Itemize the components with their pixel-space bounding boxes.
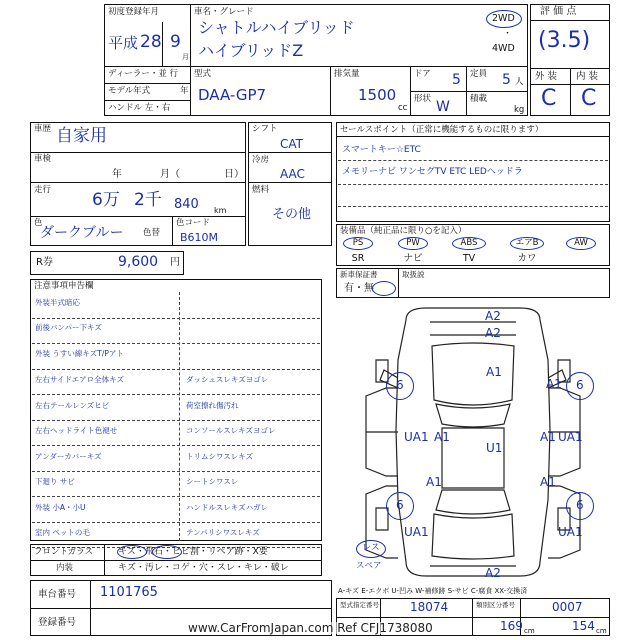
- use-label: 車歴: [34, 124, 52, 134]
- equip-sr: SR: [351, 253, 365, 264]
- note-row-divider: [32, 496, 320, 497]
- mark-right-rear-quarter: A1: [540, 475, 556, 489]
- damage-legend: A-キズ E-エクボ U-凹み W-補修跡 S-サビ C-腐食 XX-交換済: [338, 587, 528, 595]
- manual-label: 取扱説: [402, 270, 425, 279]
- note-right-5: 荷室擦れ傷汚れ: [186, 401, 239, 410]
- mark-right-rear-door: UA1: [558, 525, 583, 539]
- equip-leather: カワ: [517, 253, 537, 264]
- mileage-rest: 840: [174, 197, 199, 212]
- model-code-label: 型式指定番号: [340, 601, 379, 609]
- front-glass-value: キズ・飛石・ヒビ割・リペア跡・X要: [118, 547, 268, 557]
- equipment-label: 装備品（純正品に限り○を記入）: [340, 226, 467, 236]
- note-row-divider: [32, 420, 320, 421]
- drive-2wd: 2WD: [492, 13, 515, 24]
- kg-unit: kg: [514, 105, 525, 115]
- spare-mark: レス: [362, 543, 380, 553]
- use-value: 自家用: [56, 126, 107, 146]
- front-glass-circle-2: [152, 545, 182, 559]
- drive-4wd: 4WD: [492, 43, 515, 54]
- recycle-value: 9,600: [118, 254, 159, 270]
- capacity-value: 5: [502, 72, 511, 88]
- new-car-warranty-label: 新車保証書: [340, 270, 378, 279]
- sales-point-line-2: メモリーナビ ワンセグTV ETC LEDヘッドラ: [342, 167, 523, 177]
- reg-no-label: 登録番号: [38, 617, 77, 628]
- note-row-divider: [32, 445, 320, 446]
- color-code-label: 色コード: [176, 218, 211, 228]
- warranty-circle: [372, 281, 396, 296]
- shift-value: CAT: [280, 137, 303, 151]
- recycle-label: R券: [36, 257, 53, 268]
- auction-sheet: 初度登録年月 平成 28 9 月 車名・グレード シャトルハイブリッド ハイブリッドZ 2WD ・ 4WD ディーラー・並 行 モデル年式 年 ハンドル 左・右 型式 DAA-GP7 排気量 1500 cc ドア 5 定員 5 人 形状 W 積載 kg 評 価 点 (3.5) 外 装 内 装 C C 車歴 自家用 車検 年 月（ 日） 走行 6万 2千 840 km 色 ダークブルー 色替 色コード B610M シフト CAT 冷房 AAC 燃料 その他 R券 9,600 円 セールスポイント（正常に機能するものに限ります） スマートキー☆ETC メモリーナビ ワンセグTV ETC LEDヘッドラ 装備品（純正品に限り○を記入） PS PW ABS エアB AW SR ナビ TV カワ 新車保証書 取扱説 有・無 注意事項申告欄 外装半式暗応 前後バンパー下キズ 外装 うすい線キズT/Pアト 左右サイドエアロ全体キズ 左右テールレンズヒビ 左右ヘッドライト色褪せ アンダーカバーキズ 下廻り サビ 外装 小A・小U 室内 ペットの毛 ダッシュスレキズヨゴレ 荷室擦れ傷汚れ コンソールスレキズヨゴレ トリムシワスレキズ シートシワスレ ハンドルスレキズハガレ テンパリシワスレキズ フロントガラス キズ・飛石・ヒビ割・リペア跡・X要 内装 キズ・汚レ・コゲ・穴・スレ・キレ・破レ 車台番号 1101765 登録番号 A2 A2 A1 6 A1 6 UA1 A1 U1 A1 UA1 6 A1 A1 6 UA1 UA1 A2 レス スペア A-キズ E-エクボ U-凹み W-補修跡 S-サビ C-腐食 XX-交換済 型式指定番号 18074 類別区分番号 0007 169 cm 154 cm www.CarFromJapan.com Ref CFJ1738080: [0, 0, 640, 640]
- reg-month: 9: [170, 32, 181, 52]
- front-glass-circle-1: [117, 545, 147, 559]
- mark-rear-right-tire: 6: [576, 498, 584, 512]
- note-left-2: 前後バンパー下キズ: [35, 323, 102, 332]
- interior-cond-label: 内装: [56, 563, 74, 573]
- month-unit: 月: [182, 53, 189, 61]
- equip-ps: PS: [352, 238, 364, 248]
- note-right-4: ダッシュスレキズヨゴレ: [186, 375, 269, 384]
- exterior-label: 外 装: [535, 71, 558, 82]
- front-unit: cm: [524, 627, 535, 635]
- model-code-value: 18074: [410, 600, 449, 614]
- handle-label: ハンドル 左・右: [108, 103, 171, 113]
- shift-label: シフト: [252, 124, 278, 134]
- load-label: 積載: [470, 94, 488, 104]
- car-name: シャトルハイブリッド: [198, 18, 355, 37]
- watermark: www.CarFromJapan.com Ref CFJ1738080: [188, 621, 433, 635]
- note-row-divider: [32, 471, 320, 472]
- inspection-day-unit: 日）: [224, 169, 244, 180]
- car-grade: ハイブリッドZ: [198, 41, 304, 60]
- reg-year: 28: [140, 32, 162, 52]
- displacement-value: 1500: [358, 86, 397, 104]
- rear-unit: cm: [596, 627, 607, 635]
- note-right-10: テンパリシワスレキズ: [186, 528, 260, 537]
- color-change-label: 色替: [143, 228, 161, 238]
- shape-label: 形状: [414, 94, 432, 104]
- category-code-label: 類別区分番号: [476, 601, 515, 609]
- mileage-man: 6万: [92, 190, 120, 210]
- equip-aw: AW: [574, 238, 588, 248]
- exterior-value: C: [541, 86, 557, 111]
- cc-unit: cc: [398, 103, 408, 113]
- shape-value: W: [436, 99, 450, 115]
- mark-front-bumper-2: A2: [485, 326, 501, 340]
- mark-left-front-door-outer: UA1: [404, 430, 429, 444]
- mark-left-front-door-inner: A1: [434, 430, 450, 444]
- ac-label: 冷房: [252, 155, 270, 165]
- door-value: 5: [452, 72, 461, 88]
- equip-navi: ナビ: [403, 253, 423, 264]
- door-label: ドア: [414, 69, 431, 79]
- equip-abs: ABS: [460, 238, 478, 248]
- recycle-unit: 円: [170, 257, 180, 268]
- color-value: ダークブルー: [40, 225, 124, 241]
- era: 平成: [108, 34, 139, 52]
- front-glass-label: フロントガラス: [34, 547, 93, 557]
- mark-right-front-door-inner: A1: [540, 430, 556, 444]
- mark-roof: U1: [486, 441, 503, 455]
- note-row-divider: [32, 369, 320, 370]
- car-no-value: 1101765: [100, 585, 158, 600]
- note-left-4: 左右サイドエアロ全体キズ: [35, 375, 125, 384]
- mark-hood: A1: [486, 365, 502, 379]
- note-row-divider: [32, 343, 320, 344]
- dealer-label: ディーラー・並 行: [108, 69, 179, 79]
- sales-points-label: セールスポイント（正常に機能するものに限ります）: [340, 125, 544, 135]
- km-unit: km: [214, 206, 227, 215]
- mark-left-rear-door: UA1: [404, 525, 429, 539]
- note-left-8: 下廻り サビ: [35, 477, 75, 486]
- first-reg-label: 初度登録年月: [108, 7, 160, 17]
- car-no-label: 車台番号: [38, 589, 77, 600]
- mark-rear-left-tire: 6: [396, 498, 404, 512]
- color-code-value: B610M: [180, 231, 219, 244]
- note-row-divider: [32, 394, 320, 395]
- year-unit: 年: [180, 86, 189, 96]
- notes-title: 注意事項申告欄: [34, 281, 94, 291]
- interior-label: 内 装: [576, 71, 599, 82]
- mark-rear-bumper: A2: [485, 566, 501, 580]
- equip-pw: PW: [406, 238, 420, 248]
- mark-left-rear-quarter: A1: [426, 475, 442, 489]
- fuel-value: その他: [272, 207, 312, 222]
- note-left-9: 外装 小A・小U: [35, 503, 86, 512]
- note-row-divider: [32, 522, 320, 523]
- equip-tv: TV: [462, 253, 476, 264]
- front-value: 169: [500, 619, 523, 633]
- color-label: 色: [34, 218, 43, 228]
- sales-point-line-1: スマートキー☆ETC: [342, 145, 421, 155]
- note-right-8: シートシワスレ: [186, 477, 239, 486]
- type-value: DAA-GP7: [198, 86, 267, 104]
- score-label: 評 価 点: [540, 6, 577, 17]
- mileage-sen: 2千: [134, 190, 162, 210]
- capacity-label: 定員: [470, 69, 488, 79]
- interior-cond-value: キズ・汚レ・コゲ・穴・スレ・キレ・破レ: [118, 563, 289, 573]
- spare-label: スペア: [356, 561, 382, 571]
- mark-right-fender: A1: [546, 377, 562, 391]
- interior-value: C: [581, 86, 597, 111]
- mark-front-bumper-1: A2: [485, 309, 501, 323]
- mileage-label: 走行: [34, 185, 52, 195]
- capacity-unit: 人: [515, 77, 524, 87]
- note-left-1: 外装半式暗応: [35, 298, 80, 307]
- score-value: (3.5): [538, 28, 591, 53]
- equip-airbag: エアB: [515, 238, 539, 248]
- note-left-7: アンダーカバーキズ: [35, 452, 102, 461]
- note-left-10: 室内 ペットの毛: [35, 528, 90, 537]
- type-label: 型式: [194, 69, 212, 79]
- rear-value: 154: [572, 619, 595, 633]
- note-left-3: 外装 うすい線キズT/Pアト: [35, 349, 124, 358]
- fuel-label: 燃料: [252, 185, 270, 195]
- name-grade-label: 車名・グレード: [194, 7, 254, 17]
- inspection-label: 車検: [34, 154, 52, 164]
- warranty-value: 有・無: [344, 283, 374, 294]
- inspection-month-unit: 月（: [160, 169, 180, 180]
- mark-front-left-tire: 6: [396, 378, 404, 392]
- note-right-6: コンソールスレキズヨゴレ: [186, 426, 276, 435]
- recycle-block: [30, 251, 184, 275]
- displacement-label: 排気量: [334, 69, 360, 79]
- inspection-year-unit: 年: [112, 169, 122, 180]
- note-left-6: 左右ヘッドライト色褪せ: [35, 426, 118, 435]
- note-left-5: 左右テールレンズヒビ: [35, 401, 110, 410]
- mark-front-right-tire: 6: [576, 378, 584, 392]
- note-right-9: ハンドルスレキズハガレ: [186, 503, 269, 512]
- mark-right-front-door-outer: UA1: [558, 430, 583, 444]
- model-year-label: モデル年式: [108, 86, 151, 96]
- note-row-divider: [32, 318, 320, 319]
- category-code-value: 0007: [552, 600, 583, 614]
- note-right-7: トリムシワスレキズ: [186, 452, 254, 461]
- ac-value: AAC: [280, 167, 305, 181]
